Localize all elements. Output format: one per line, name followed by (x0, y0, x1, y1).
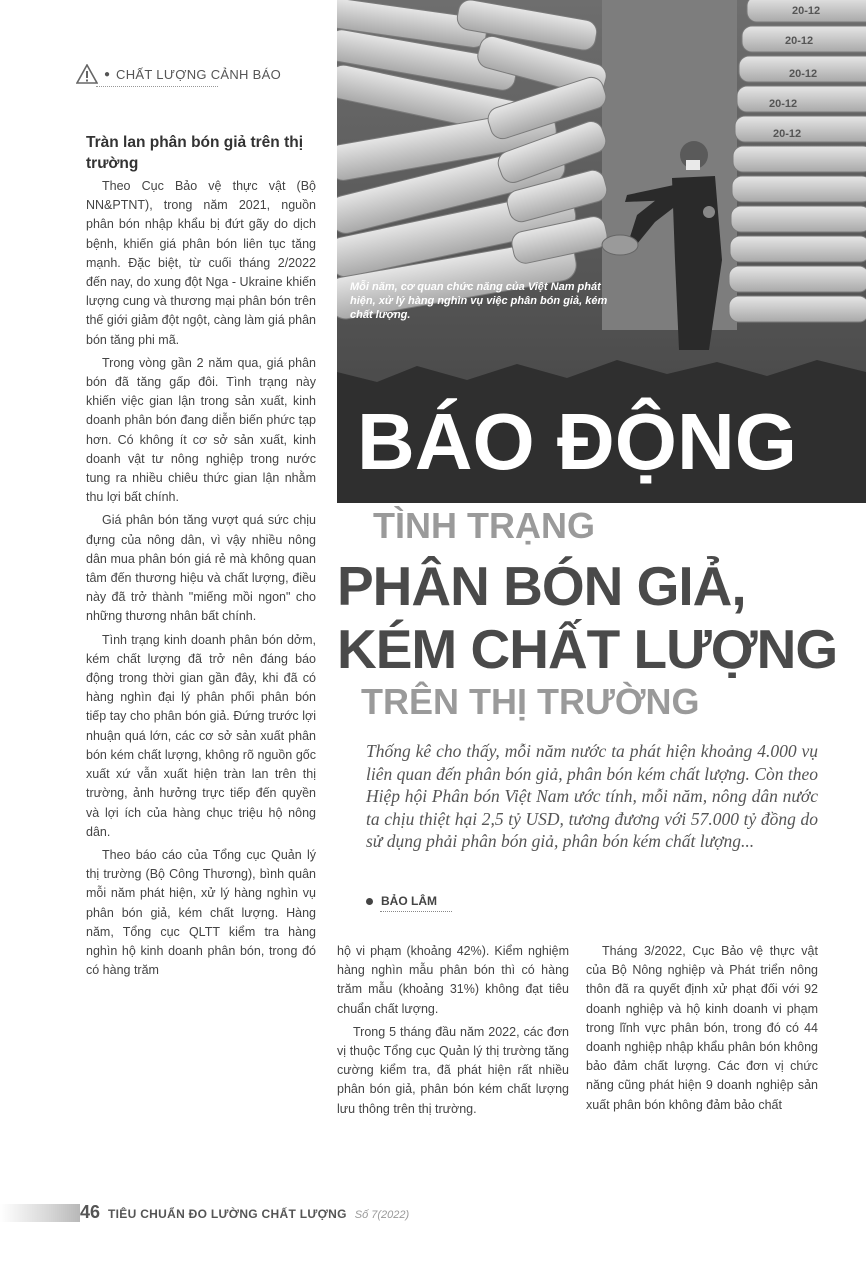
warehouse-photo (337, 0, 866, 398)
header-dot: ● (104, 68, 111, 80)
issue-number: Số 7(2022) (354, 1209, 410, 1221)
warehouse-photo-illustration (337, 0, 866, 398)
photo-caption: Mỗi năm, cơ quan chức năng của Việt Nam phát hiện, xử lý hàng nghìn vụ việc phân bón giả, kém chất lượng. (350, 281, 608, 321)
lead-paragraph: Thống kê cho thấy, mỗi năm nước ta phát hiện khoảng 4.000 vụ liên quan đến phân bón giả, phân bón kém chất lượng. Còn theo Hiệp hội Phân bón Việt Nam ước tính, mỗi năm, nông dân nước ta chịu thiệt hại 2,5 tỷ USD, tương đương với 57.000 tỷ đồng do sử dụng phải phân bón giả, phân bón kém chất lượng... (366, 741, 818, 851)
title-line-3: PHÂN BÓN GIẢ, (337, 555, 746, 617)
paragraph: Tháng 3/2022, Cục Bảo vệ thực vật của Bộ Nông nghiệp và Phát triển nông thôn đã ra quyết định xử phạt đối với 92 doanh nghiệp và hộ kinh doanh vi phạm trong lĩnh vực phân bón, trong đó có 44 doanh nghiệp nhập khẩu phân bón không bảo đảm chất lượng. Các đơn vị chức năng cũng phát hiện 9 doanh nghiệp sản xuất phân bón không đảm bảo chất (586, 944, 818, 1112)
byline-bullet (366, 898, 373, 905)
subheading: Tràn lan phân bón giả trên thị trường (86, 134, 304, 172)
byline (366, 894, 437, 908)
bag-label: 20-12 (785, 35, 814, 47)
bag-label: 20-12 (792, 5, 821, 17)
paragraph: Tình trạng kinh doanh phân bón dởm, kém chất lượng đã trở nên đáng báo động trong thời gian gần đây, khi đã có hàng nghìn đại lý phân phối phân bón tiếp tay cho phân bón giả. Đứng trước lợi nhuận quá lớn, các cơ sở sản xuất phân bón kém chất lượng, không rõ nguồn gốc xuất xứ vẫn xuất hiện tràn lan trên thị trường, ảnh hưởng trực tiếp đến quyền và lợi ích của hàng chục triệu hộ nông dân. (86, 632, 316, 839)
bag-label: 20-12 (769, 98, 798, 110)
magazine-name: TIÊU CHUẨN ĐO LƯỜNG CHẤT LƯỢNG (108, 1207, 347, 1221)
paragraph: Giá phân bón tăng vượt quá sức chịu đựng của nông dân, vì vậy nhiều nông dân mua phân bón giá rẻ mà không quan tâm đến thương hiệu và chất lượng, điều này đã trở thành "miếng mồi ngon" cho những thương nhân bất chính. (86, 513, 316, 624)
page-footer (80, 1202, 409, 1223)
title-line-2: TÌNH TRẠNG (373, 505, 595, 546)
paragraph: Trong 5 tháng đầu năm 2022, các đơn vị thuộc Tổng cục Quản lý thị trường tăng cường kiểm tra, đã phát hiện rất nhiều phân bón giả, phân bón kém chất lượng lưu thông trên thị trường. (337, 1024, 569, 1116)
middle-column (337, 942, 569, 1123)
right-column (586, 942, 818, 1119)
footer-bar (0, 1204, 80, 1222)
section-label: CHẤT LƯỢNG CẢNH BÁO (116, 66, 282, 82)
bag-label: 20-12 (789, 68, 818, 80)
title-line-1: BÁO ĐỘNG (357, 397, 797, 486)
page-number: 46 (80, 1202, 101, 1222)
header-rule (96, 86, 218, 87)
title-line-4: KÉM CHẤT LƯỢNG (337, 618, 838, 680)
paragraph: Trong vòng gần 2 năm qua, giá phân bón đã tăng gấp đôi. Tình trạng này khiến việc gian lận trong sản xuất, kinh doanh phân bón đang diễn biến phức tạp hơn. Có không ít cơ sở sản xuất, kinh doanh vật tư nông nghiệp trong nước tung ra nhiều chiêu thức gian lận nhằm thu lợi bất chính. (86, 355, 316, 505)
warning-triangle-icon (76, 64, 98, 84)
paragraph: Theo Cục Bảo vệ thực vật (Bộ NN&PTNT), trong năm 2021, nguồn phân bón nhập khẩu bị đứt gãy do dịch bệnh, khiến giá phân bón liên tục tăng mạnh. Đặc biệt, từ cuối tháng 2/2022 đến nay, do xung đột Nga - Ukraine khiến lượng cung và thương mại phân bón trên thế giới giảm đột ngột, càng làm giá phân bón tăng phi mã. (86, 179, 316, 347)
paragraph: Theo báo cáo của Tổng cục Quản lý thị trường (Bộ Công Thương), bình quân mỗi năm phát hiện, xử lý hàng nghìn vụ phân bón giả, kém chất lượng. Hàng năm, Tổng cục QLTT kiểm tra hàng nghìn hộ kinh doanh phân bón, trong đó có hàng trăm (86, 847, 316, 978)
byline-rule (380, 911, 452, 912)
left-column (86, 132, 316, 984)
title-line-5: TRÊN THỊ TRƯỜNG (361, 681, 700, 722)
bag-label: 20-12 (773, 128, 802, 140)
section-header (76, 64, 281, 84)
author-name: BẢO LÂM (381, 894, 437, 908)
paragraph: hộ vi phạm (khoảng 42%). Kiểm nghiệm hàng nghìn mẫu phân bón thì có hàng trăm mẫu (khoảng 31%) không đạt tiêu chuẩn chất lượng. (337, 944, 569, 1016)
